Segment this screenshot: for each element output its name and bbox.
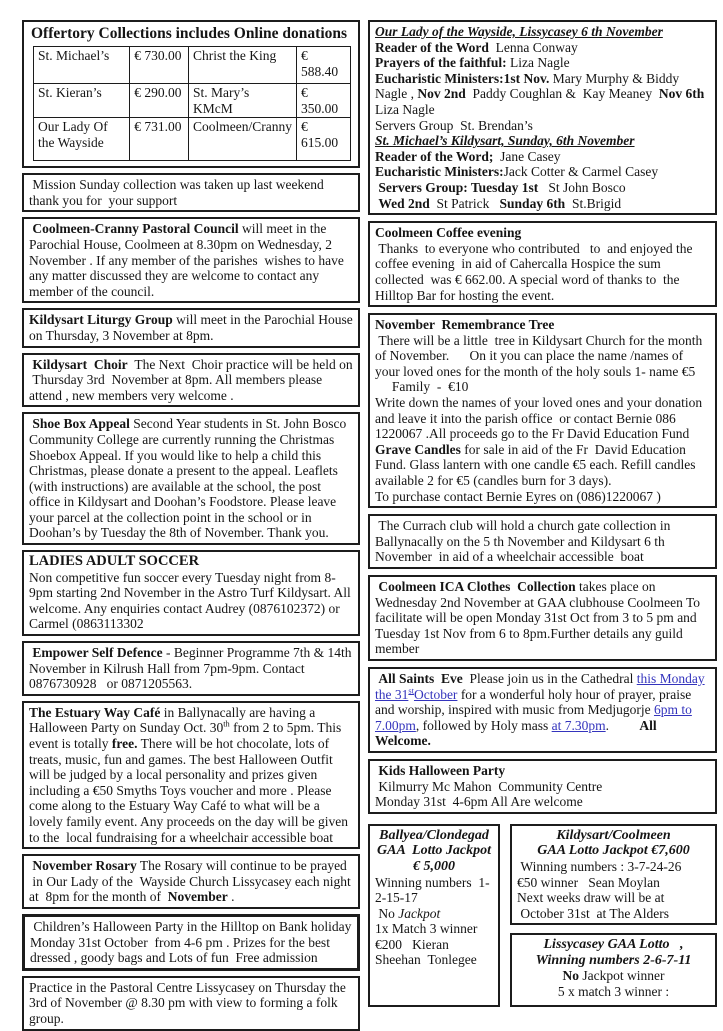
text-segment: Empower Self Defence: [29, 645, 163, 661]
childrens-party-notice: [22, 914, 360, 971]
notice-text: Monday 31st 4-6pm All Are welcome: [375, 794, 583, 810]
text-segment: Jack Cotter & Carmel Casey: [503, 164, 659, 180]
currach-club-notice: [368, 514, 717, 569]
lotto-result: [375, 906, 493, 922]
text-link[interactable]: October: [413, 686, 458, 702]
text-segment: Jackpot winner: [579, 968, 665, 984]
text-segment: Eucharistic Ministers:1st Nov.: [375, 70, 550, 86]
text-segment: Second Year students in St. John Bosco Community College are currently running the Christmas Shoebox Appeal. If you would like to help a child this Christmas, please donate a present to the appeal. Leaflets (with instructions) are available at the school, the post office in Kildysart and Doohan’s Foodstore. Please leave your parcel at the collection point in the school or in Doohan’s by Tuesday the 8th of November. Thank you.: [29, 416, 347, 541]
text-segment: Sunday 6th: [499, 195, 566, 211]
text-segment: Coolmeen-Cranny Pastoral Council: [29, 221, 239, 237]
right-column: [368, 20, 717, 1031]
notice-text: [375, 518, 710, 565]
text-segment: free.: [111, 736, 138, 751]
text-segment: Prayers of the faithful:: [375, 55, 507, 71]
mass-rota-line: [375, 71, 710, 118]
mass-rota-line: [375, 196, 710, 212]
text-segment: There will be a little tree in Kildysart Church for the month of November. On it you can place the name /names of your loved ones for the month of the holy souls 1- name €5 Family - €10: [375, 332, 703, 395]
mass-rota-line: [375, 55, 710, 71]
offertory-cell: St. Mary’s KMcM: [189, 84, 297, 118]
text-segment: St. Michael’s Kildysart, Sunday, 6th November: [375, 133, 635, 149]
kids-party-notice: [368, 759, 717, 814]
text-segment: Nov 6th: [658, 86, 705, 102]
notice-title: LADIES ADULT SOCCER: [29, 553, 200, 570]
remembrance-tree-notice: [368, 313, 717, 508]
lotto-title: GAA Lotto Jackpot: [377, 843, 491, 859]
november-rosary-notice: [22, 854, 360, 909]
offertory-table: [33, 46, 351, 161]
text-segment: St John Bosco: [538, 179, 626, 195]
lotto-title: GAA Lotto Jackpot €7,600: [537, 843, 690, 859]
offertory-collections-box: [22, 20, 360, 168]
notice-text: [29, 312, 353, 343]
lotto-results-row: [368, 824, 717, 1008]
table-row: [34, 84, 351, 118]
offertory-title: Offertory Collections includes Online donations: [31, 25, 348, 42]
offertory-cell: € 731.00: [130, 118, 189, 161]
text-segment: To purchase contact Bernie Eyres on (086)1220067 ): [375, 488, 661, 504]
offertory-cell: St. Michael’s: [34, 47, 130, 84]
text-segment: Lenna Conway: [488, 39, 578, 55]
mass-rota-line: [375, 118, 710, 134]
notice-text: [375, 489, 710, 505]
text-segment: from 2 to 5pm. This event is totally: [29, 720, 342, 751]
notice-title: Coolmeen Coffee evening: [375, 225, 522, 241]
lotto-result: 5 x match 3 winner :: [557, 984, 670, 1000]
notice-text: [29, 357, 353, 404]
text-segment: Jane Casey: [493, 148, 561, 164]
notice-text: [375, 395, 710, 442]
notice-title: November Remembrance Tree: [375, 317, 555, 333]
text-segment: Wed 2nd: [375, 195, 430, 211]
text-segment: Servers Group: Tuesday 1st: [375, 179, 539, 195]
notice-text: [375, 241, 710, 303]
text-segment: Servers Group St. Brendan’s: [375, 117, 533, 133]
offertory-cell: € 615.00: [297, 118, 351, 161]
coffee-evening-notice: [368, 221, 717, 307]
text-segment: .: [227, 889, 235, 905]
mass-rota-line: [375, 180, 710, 196]
ladies-soccer-notice: [22, 550, 360, 636]
empower-defence-notice: [22, 641, 360, 696]
mass-rota-line: [375, 164, 710, 180]
text-segment: Kildysart Choir: [29, 356, 128, 372]
notice-text: Kilmurry Mc Mahon Community Centre: [375, 778, 603, 794]
text-segment: takes place on Wednesday 2nd November at GAA clubhouse Coolmeen To facilitate will be open Monday 31st Oct from 3 to 5 pm and Tuesday 1st Nov from 6 to 8pm.Further details any guild member: [375, 579, 701, 657]
offertory-cell: Our Lady Of the Wayside: [34, 118, 130, 161]
text-segment: November: [167, 889, 228, 905]
mission-sunday-notice: [22, 173, 360, 212]
offertory-cell: € 730.00: [130, 47, 189, 84]
mass-rota-line: [375, 40, 710, 56]
text-link[interactable]: this Monday the 31: [375, 670, 705, 702]
notice-text: [29, 858, 353, 905]
lotto-title: Kildysart/Coolmeen: [556, 827, 671, 843]
text-segment: St Patrick: [429, 195, 500, 211]
mass-rota-line: [375, 149, 710, 165]
text-link[interactable]: st: [408, 686, 414, 696]
text-segment: Eucharistic Ministers:: [375, 164, 504, 180]
folk-group-notice: [22, 976, 360, 1031]
mass-rota-heading: [375, 133, 710, 149]
text-segment: Liza Nagle: [506, 55, 570, 71]
all-saints-eve-notice: [368, 667, 717, 753]
text-segment: - Beginner Programme 7th & 14th November in Kilrush Hall from 7pm-9pm. Contact 0876730928 or 0871205563.: [29, 645, 352, 692]
text-segment: No: [562, 968, 579, 984]
mass-rota-box: [368, 20, 717, 215]
offertory-cell: € 588.40: [297, 47, 351, 84]
notice-text: [375, 333, 710, 395]
text-link[interactable]: at 7.30pm: [551, 717, 606, 733]
notice-text: [29, 645, 353, 692]
text-segment: for a wonderful holy hour of prayer, praise and worship, inspired with music from Medjugorje: [375, 686, 692, 718]
offertory-cell: € 350.00: [297, 84, 351, 118]
notice-title: Kids Halloween Party: [375, 762, 506, 778]
notice-text: [375, 671, 710, 749]
notice-text: [29, 221, 353, 299]
text-segment: Nov 2nd: [417, 86, 466, 102]
text-segment: Practice in the Pastoral Centre Lissycasey on Thursday the 3rd of November @ 8.30 pm with view to forming a folk group.: [29, 979, 346, 1026]
lotto-title: € 5,000: [413, 858, 455, 874]
estuary-cafe-notice: [22, 701, 360, 849]
text-segment: The Rosary will continue to be prayed in Our Lady of the Wayside Church Lissycasey each night at 8pm for the month of: [29, 858, 351, 905]
table-row: [34, 47, 351, 84]
text-segment: All Welcome.: [375, 717, 657, 749]
lotto-title: Winning numbers 2-6-7-11: [535, 952, 692, 968]
text-segment: St.Brigid: [565, 195, 622, 211]
notice-text: [29, 980, 353, 1027]
lotto-next-draw: Next weeks draw will be at: [517, 890, 665, 906]
offertory-cell: Christ the King: [189, 47, 297, 84]
lissycasey-lotto-box: [510, 933, 717, 1007]
lotto-winner: €200 Kieran Sheehan Tonlegee: [375, 936, 477, 968]
text-segment: Children’s Halloween Party in the Hilltop on Bank holiday Monday 31st October from 4-6 pm . Prizes for the best dressed , goody bags and Lots of fun Free admission: [30, 918, 352, 966]
text-segment: Liza Nagle: [375, 101, 435, 117]
lotto-winner: €50 winner Sean Moylan: [517, 874, 660, 890]
lotto-next-draw: October 31st at The Alders: [517, 905, 669, 921]
text-segment: Non competitive fun soccer every Tuesday night from 8-9pm starting 2nd November in the Astro Turf Kildysart. All welcome. Any enquiries contact Audrey (0876102372) or Carmel (0863113302: [29, 569, 351, 632]
kildysart-lotto-box: [510, 824, 717, 926]
text-segment: will meet in the Parochial House, Coolmeen at 8.30pm on Wednesday, 2 November . If any member of the parishes wishes to have any matter discussed they are welcome to contact any member of the council.: [29, 221, 344, 299]
text-segment: November Rosary: [29, 858, 137, 874]
text-segment: Paddy Coughlan & Kay Meaney: [465, 86, 659, 102]
notice-text: [375, 442, 710, 489]
text-segment: Reader of the Word;: [375, 148, 494, 164]
text-segment: The Next Choir practice will be held on Thursday 3rd November at 8pm. All members please attend , new members very welcome .: [29, 356, 353, 403]
notice-text: [375, 579, 710, 657]
notice-text: [30, 919, 352, 966]
lotto-title: Ballyea/Clondegad: [379, 827, 489, 843]
shoebox-appeal-notice: [22, 412, 360, 545]
text-segment: There will be hot chocolate, lots of treats, music, fun and games. The best Halloween Outfit will be judged by a local personality and prizes given including a €50 Smyths Toys voucher and more . Please come along to the Estuary Way Café to what will be a lovely family event. Any proceeds on the day will be given to the local fundraising for a wheelchair accessible boat: [29, 736, 349, 845]
liturgy-group-notice: [22, 308, 360, 347]
text-segment: Mary Murphy & Biddy Nagle ,: [375, 70, 680, 102]
text-segment: .: [605, 717, 640, 733]
offertory-cell: € 290.00: [130, 84, 189, 118]
lotto-result: [517, 968, 710, 984]
text-segment: Reader of the Word: [375, 39, 489, 55]
pastoral-council-notice: [22, 217, 360, 303]
table-row: [34, 118, 351, 161]
text-segment: All Saints Eve: [375, 670, 463, 686]
text-segment: Kildysart Liturgy Group: [29, 312, 173, 328]
text-segment: Coolmeen ICA Clothes Collection: [375, 579, 576, 594]
lotto-title: Lissycasey GAA Lotto ,: [543, 937, 684, 953]
text-segment: Shoe Box Appeal: [29, 416, 130, 432]
text-segment: will meet in the Parochial House on Thursday, 3 November at 8pm.: [29, 312, 353, 343]
lotto-numbers: Winning numbers : 3-7-24-26: [517, 858, 682, 874]
left-column: [22, 20, 360, 1031]
text-segment: th: [223, 719, 230, 729]
text-segment: Our Lady of the Wayside, Lissycasey 6 th November: [375, 24, 663, 39]
notice-text: [29, 177, 353, 208]
ballyea-lotto-box: [368, 824, 500, 1008]
text-link[interactable]: 6pm to 7.00pm: [375, 702, 692, 733]
text-segment: Jackpot: [398, 905, 441, 921]
lotto-result: 1x Match 3 winner: [375, 921, 478, 937]
text-segment: No: [375, 905, 399, 921]
text-segment: for sale in aid of the Fr David Education Fund. Glass lantern with one candle €5 each. Refill candles available 2 for €5 (candles burn for 3 days).: [375, 441, 696, 489]
lotto-right-column: [510, 824, 717, 1008]
ica-clothes-notice: [368, 575, 717, 661]
text-segment: Grave Candles: [375, 441, 461, 457]
text-segment: The Currach club will hold a church gate collection in Ballynacally on the 5 th November and Kildysart 6 th November in aid of a wheelchair accessible boat: [375, 518, 671, 565]
notice-text: [29, 570, 353, 632]
notice-text: [29, 416, 353, 541]
text-segment: in Ballynacally are having a Halloween Party on Sunday Oct. 30: [29, 704, 316, 736]
offertory-cell: Coolmeen/Cranny: [189, 118, 297, 161]
text-segment: Please join us in the Cathedral: [462, 670, 637, 686]
mass-rota-heading: [375, 24, 710, 40]
text-segment: Write down the names of your loved ones and your donation and leave it into the parish office or contact Bernie 086 1220067 .All proceeds go to the Fr David Education Fund: [375, 395, 703, 442]
text-segment: Mission Sunday collection was taken up last weekend thank you for your support: [29, 177, 324, 208]
choir-notice: [22, 353, 360, 408]
text-segment: , followed by Holy mass: [415, 717, 552, 733]
lotto-numbers: Winning numbers 1-2-15-17: [375, 874, 490, 906]
notice-text: [29, 705, 353, 845]
text-segment: The Estuary Way Café: [29, 704, 161, 720]
offertory-cell: St. Kieran’s: [34, 84, 130, 118]
text-segment: Thanks to everyone who contributed to and enjoyed the coffee evening in aid of Cahercalla Hospice the sum collected was € 662.00. A special word of thanks to the Hilltop Bar for hosting the event.: [375, 240, 693, 303]
